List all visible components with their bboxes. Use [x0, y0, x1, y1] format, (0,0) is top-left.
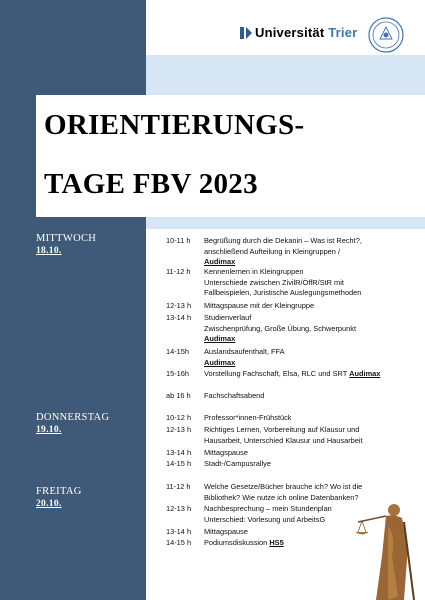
- schedule-row: 14-15h Auslandsaufenthalt, FFA Audimax: [166, 347, 285, 367]
- day-name: MITTWOCH: [36, 233, 97, 244]
- schedule-row: 13-14 h Mittagspause: [166, 527, 248, 536]
- schedule-row: 15-16h Vorstellung Fachschaft, Elsa, RLC und SRT Audimax: [166, 369, 381, 378]
- schedule-row: 10-11 h Begrüßung durch die Dekanin – Was ist Recht?, anschließend Aufteilung in Kleingruppen / Audimax: [166, 236, 362, 266]
- schedule-row: 10-12 h Professor*innen-Frühstück: [166, 413, 292, 422]
- schedule-row: 11-12 h Welche Gesetze/Bücher brauche ich? Wo ist die Bibliothek? Wie nutze ich online Datenbanken?: [166, 482, 363, 502]
- page-title-line2: TAGE FBV 2023: [44, 168, 258, 200]
- schedule-row: ab 16 h Fachschaftsabend: [166, 391, 265, 400]
- room-label: HS5: [269, 538, 284, 547]
- university-logo-icon: [240, 27, 244, 39]
- schedule-row: 14-15 h Podiumsdiskussion HS5: [166, 538, 284, 547]
- university-name-accent: Trier: [328, 25, 358, 40]
- room-label: Audimax: [204, 334, 236, 343]
- room-label: Audimax: [349, 369, 381, 378]
- day-date: 19.10.: [36, 425, 62, 435]
- schedule-row: 12-13 h Mittagspause mit der Kleingruppe: [166, 301, 315, 310]
- day-date: 18.10.: [36, 246, 62, 256]
- schedule-row: 11-12 h Kennenlernen in Kleingruppen Unterschiede zwischen ZivilR/ÖffR/StR mit Fallbeispielen, Juristische Auslegungsmethoden: [166, 267, 362, 297]
- day-mittwoch: [36, 233, 96, 256]
- page-title-line1: ORIENTIERUNGS-: [44, 109, 305, 141]
- day-name: FREITAG: [36, 486, 82, 497]
- university-logo: [240, 25, 357, 40]
- schedule-row: 12-13 h Richtiges Lernen, Vorbereitung auf Klausur und Hausarbeit, Unterschied Klausur und Hausarbeit: [166, 425, 363, 445]
- schedule-row: 13-14 h Studienverlauf Zwischenprüfung, Große Übung, Schwerpunkt Audimax: [166, 313, 356, 343]
- left-color-band: [0, 0, 146, 600]
- day-name: DONNERSTAG: [36, 412, 110, 423]
- university-name-main: Universität: [255, 25, 325, 40]
- day-donnerstag: [36, 412, 109, 435]
- day-date: 20.10.: [36, 499, 62, 509]
- day-freitag: [36, 486, 82, 509]
- schedule-row: 13-14 h Mittagspause: [166, 448, 248, 457]
- schedule-row: 14-15 h Stadt-/Campusrallye: [166, 459, 271, 468]
- university-seal-icon: [368, 17, 404, 53]
- justitia-statue-icon: [352, 496, 425, 600]
- room-label: Audimax: [204, 257, 236, 266]
- schedule-row: 12-13 h Nachbesprechung – mein Stundenplan Unterschied: Vorlesung und ArbeitsG: [166, 504, 332, 524]
- room-label: Audimax: [204, 357, 236, 367]
